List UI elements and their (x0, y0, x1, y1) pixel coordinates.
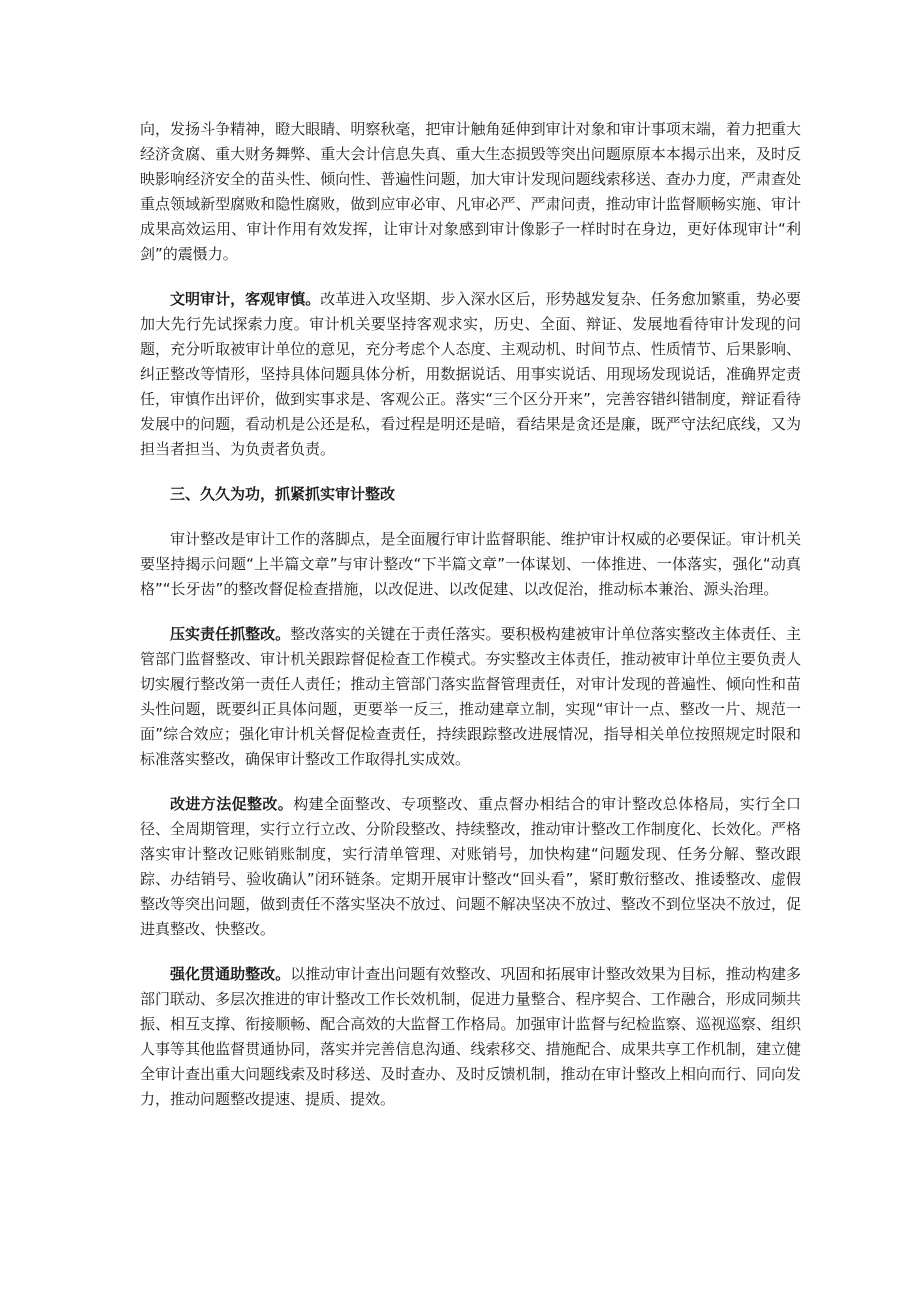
paragraph-body: 审计整改是审计工作的落脚点，是全面履行审计监督职能、维护审计权威的必要保证。审计机关要坚持揭示问题“上半篇文章”与审计整改“下半篇文章”一体谋划、一体推进、一体落实，强化“动真格”“长牙齿”的整改督促检查措施，以改促进、以改促建、以改促治，推动标本兼治、源头治理。 (140, 530, 801, 598)
document-page (140, 117, 801, 1132)
paragraph-integration (140, 962, 801, 1112)
paragraph-rectification-intro (140, 527, 801, 602)
paragraph-responsibility (140, 622, 801, 772)
paragraph-continuation (140, 117, 801, 267)
paragraph-body: 以推动审计查出问题有效整改、巩固和拓展审计整改效果为目标，推动构建多部门联动、多层次推进的审计整改工作长效机制，促进力量整合、程序契合、工作融合，形成同频共振、相互支撑、衔接顺畅、配合高效的大监督工作格局。加强审计监督与纪检监察、巡视巡察、组织人事等其他监督贯通协同，落实并完善信息沟通、线索移交、措施配合、成果共享工作机制，建立健全审计查出重大问题线索及时移送、及时查办、及时反馈机制，推动在审计整改上相向而行、同向发力，推动问题整改提速、提质、提效。 (140, 965, 801, 1108)
paragraph-body: 向，发扬斗争精神，瞪大眼睛、明察秋毫，把审计触角延伸到审计对象和审计事项末端，着力把重大经济贪腐、重大财务舞弊、重大会计信息失真、重大生态损毁等突出问题原原本本揭示出来，及时反映影响经济安全的苗头性、倾向性、普遍性问题，加大审计发现问题线索移送、查办力度，严肃查处重点领域新型腐败和隐性腐败，做到应审必审、凡审必严、严肃问责，推动审计监督顺畅实施、审计成果高效运用、审计作用有效发挥，让审计对象感到审计像影子一样时时在身边，更好体现审计“利剑”的震慑力。 (140, 120, 801, 263)
paragraph-civilized-audit (140, 287, 801, 462)
paragraph-lead: 改进方法促整改。 (170, 795, 294, 813)
paragraph-body: 改革进入攻坚期、步入深水区后，形势越发复杂、任务愈加繁重，势必要加大先行先试探索力度。审计机关要坚持客观求实，历史、全面、辩证、发展地看待审计发现的问题，充分听取被审计单位的意见，充分考虑个人态度、主观动机、时间节点、性质情节、后果影响、纠正整改等情形，坚持具体问题具体分析，用数据说话、用事实说话、用现场发现说话，准确界定责任，审慎作出评价，做到实事求是、客观公正。落实“三个区分开来”，完善容错纠错制度，辩证看待发展中的问题，看动机是公还是私，看过程是明还是暗，看结果是贪还是廉，既严守法纪底线，又为担当者担当、为负责者负责。 (140, 290, 801, 458)
section-heading-3: 三、久久为功，抓紧抓实审计整改 (170, 485, 396, 503)
paragraph-lead: 文明审计，客观审慎。 (170, 290, 321, 308)
paragraph-lead: 压实责任抓整改。 (170, 625, 291, 643)
paragraph-methods (140, 792, 801, 942)
paragraph-lead: 强化贯通助整改。 (170, 965, 291, 983)
paragraph-body: 构建全面整改、专项整改、重点督办相结合的审计整改总体格局，实行全口径、全周期管理，实行立行立改、分阶段整改、持续整改，推动审计整改工作制度化、长效化。严格落实审计整改记账销账制度，实行清单管理、对账销号，加快构建“问题发现、任务分解、整改跟踪、办结销号、验收确认”闭环链条。定期开展审计整改“回头看”，紧盯敷衍整改、推诿整改、虚假整改等突出问题，做到责任不落实坚决不放过、问题不解决坚决不放过、整改不到位坚决不放过，促进真整改、快整改。 (140, 795, 801, 938)
paragraph-body: 整改落实的关键在于责任落实。要积极构建被审计单位落实整改主体责任、主管部门监督整改、审计机关跟踪督促检查工作模式。夯实整改主体责任，推动被审计单位主要负责人切实履行整改第一责任人责任；推动主管部门落实监督管理责任，对审计发现的普遍性、倾向性和苗头性问题，既要纠正具体问题，更要举一反三，推动建章立制，实现“审计一点、整改一片、规范一面”综合效应；强化审计机关督促检查责任，持续跟踪整改进展情况，指导相关单位按照规定时限和标准落实整改，确保审计整改工作取得扎实成效。 (140, 625, 801, 768)
